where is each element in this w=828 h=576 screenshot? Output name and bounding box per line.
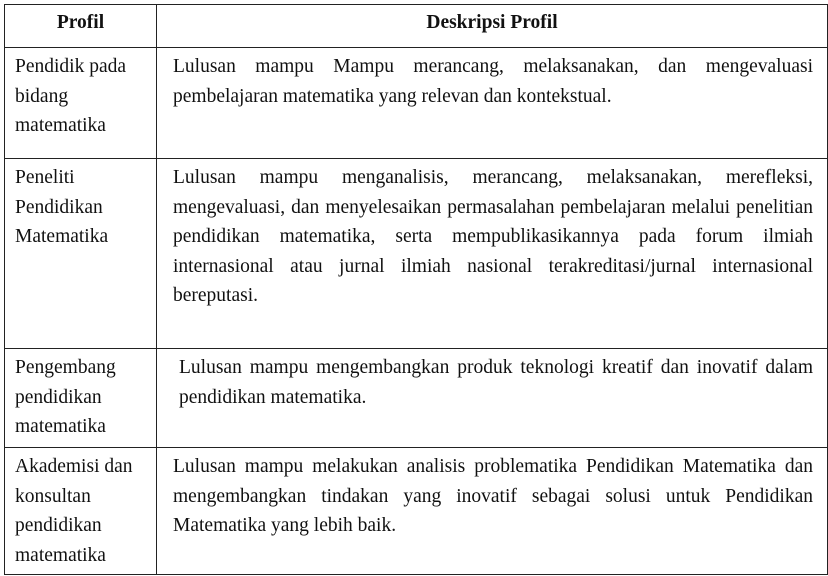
deskripsi-cell: Lulusan mampu melakukan analisis problematika Pendidikan Matematika dan mengembangkan tindakan yang inovatif sebagai solusi untuk Pendidikan Matematika yang lebih baik. — [157, 448, 828, 575]
header-row — [5, 5, 828, 48]
header-deskripsi-profil: Deskripsi Profil — [157, 5, 828, 48]
table-row — [5, 349, 828, 448]
table-row — [5, 48, 828, 159]
profil-cell: Pengembang pendidikan matematika — [5, 349, 157, 448]
table-header — [5, 5, 828, 48]
profil-cell: Akademisi dan konsultan pendidikan matematika — [5, 448, 157, 575]
table-row — [5, 159, 828, 349]
deskripsi-cell: Lulusan mampu Mampu merancang, melaksanakan, dan mengevaluasi pembelajaran matematika yang relevan dan kontekstual. — [157, 48, 828, 159]
header-profil: Profil — [5, 5, 157, 48]
table-row — [5, 448, 828, 575]
profil-cell: Peneliti Pendidikan Matematika — [5, 159, 157, 349]
profil-cell: Pendidik pada bidang matematika — [5, 48, 157, 159]
deskripsi-cell: Lulusan mampu menganalisis, merancang, melaksanakan, merefleksi, mengevaluasi, dan menyelesaikan permasalahan pembelajaran melalui penelitian pendidikan matematika, serta mempublikasikannya pada forum ilmiah internasional atau jurnal ilmiah nasional terakreditasi/jurnal internasional bereputasi. — [157, 159, 828, 349]
table-body — [5, 48, 828, 575]
deskripsi-cell: Lulusan mampu mengembangkan produk teknologi kreatif dan inovatif dalam pendidikan matematika. — [157, 349, 828, 448]
profil-table — [4, 4, 828, 575]
